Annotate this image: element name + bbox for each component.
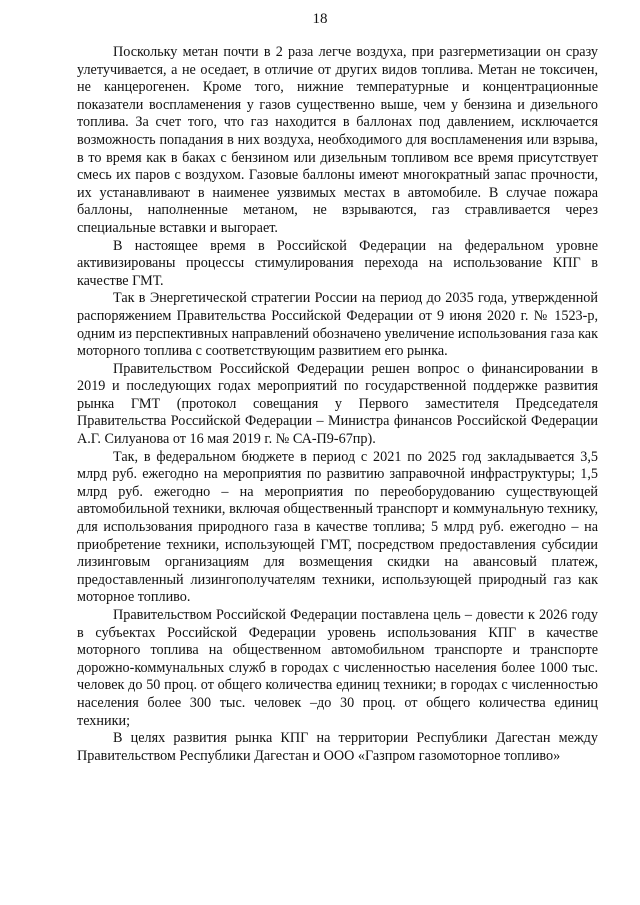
paragraph-federal-budget: Так, в федеральном бюджете в период с 2021 по 2025 год закладывается 3,5 млрд руб. ежегодно на мероприятия по развитию заправочной инфраструктуры; 1,5 млрд руб. ежегодно – на мероприятия по переоборудованию существующей автомобильной техники, включая общественный транспорт и коммунальную технику, для использования природного газа в качестве топлива; 5 млрд руб. ежегодно – на приобретение техники, использующей ГМТ, посредством предоставления субсидии лизинговым организациям для возмещения скидки на авансовый платеж, предоставленный лизингополучателям техники, использующей природный газ как моторное топливо. [77,448,598,606]
paragraph-dagestan-agreement: В целях развития рынка КПГ на территории Республики Дагестан между Правительством Республики Дагестан и ООО «Газпром газомоторное топливо» [77,730,598,764]
paragraph-federal-stimulation: В настоящее время в Российской Федерации на федеральном уровне активизированы процессы стимулирования перехода на использование КПГ в качестве ГМТ. [77,237,598,289]
document-body [77,44,598,765]
paragraph-methane-safety: Поскольку метан почти в 2 раза легче воздуха, при разгерметизации он сразу улетучивается, а не оседает, в отличие от других видов топлива. Метан не токсичен, не канцерогенен. Кроме того, нижние температурные и концентрационные показатели воспламенения у газов существенно выше, чем у бензина и дизельного топлива. За счет того, что газ находится в баллонах под давлением, исключается возможность попадания в них воздуха, необходимого для воспламенения или взрыва, в то время как в баках с бензином или дизельным топливом все время присутствует смесь их паров с воздухом. Газовые баллоны имеют многократный запас прочности, их устанавливают в наименее уязвимых местах в автомобиле. В случае пожара баллоны, наполненные метаном, не взрываются, газ стравливается через специальные вставки и выгорает. [77,44,598,236]
paragraph-energy-strategy: Так в Энергетической стратегии России на период до 2035 года, утвержденной распоряжением Правительства Российской Федерации от 9 июня 2020 г. № 1523-р, одним из перспективных направлений обозначено увеличение использования газа как моторного топлива с соответствующим развитием его рынка. [77,290,598,360]
page-number: 18 [312,11,328,27]
paragraph-government-goal: Правительством Российской Федерации поставлена цель – довести к 2026 году в субъектах Российской Федерации уровень использования КПГ в качестве моторного топлива на общественном автомобильном транспорте и транспорте дорожно-коммунальных служб в городах с численностью населения более 1000 тыс. человек до 50 проц. от общего количества единиц техники; в городах с численностью населения более 300 тыс. человек –до 30 проц. от общего количества единиц техники; [77,607,598,729]
paragraph-financing-decision: Правительством Российской Федерации решен вопрос о финансировании в 2019 и последующих годах мероприятий по государственной поддержке развития рынка ГМТ (протокол совещания у Первого заместителя Председателя Правительства Российской Федерации – Министра финансов Российской Федерации А.Г. Силуанова от 16 мая 2019 г. № СА-П9-67пр). [77,360,598,448]
